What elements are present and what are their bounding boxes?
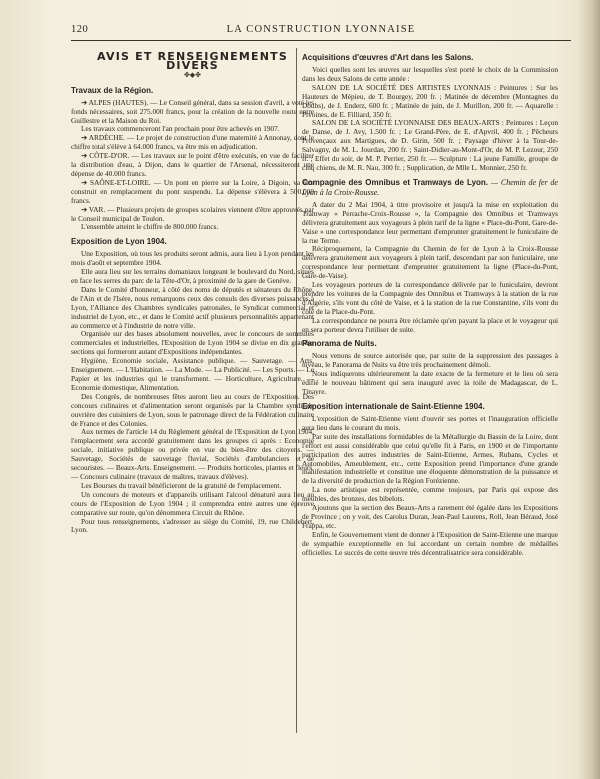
heading-omnibus-tramways <box>302 178 558 198</box>
paragraph: A dater du 2 Mai 1904, à titre provisoire et jusqu'à la mise en exploitation du Tramway « Perrache-Croix-Rousse », la Compagnie des Omnibus et Tramways délivrera gratuitement aux voyageurs à plein tarif de la ligne « Place-du-Pont, Gare-de-Vaise » une correspondance leur permettant d'emprunter gratuitement le funiculaire de la rue Terme. <box>302 199 558 245</box>
paragraph: Nous indiquerons ultérieurement la date exacte de la fermeture et le lieu où sera édifié le nouveau bâtiment qui sera inauguré avec la toile de Madagascar, de L. Tinayre. <box>302 369 558 397</box>
heading-panorama-nuits: Panorama de Nuits. <box>302 339 377 349</box>
paragraph: Ajoutons que la section des Beaux-Arts a rarement été égalée dans les Expositions de Province ; on y voit, des Carolus Duran, Jean-Paul Laurens, Roll, Jean Béraud, José Frappa, etc. <box>302 503 558 530</box>
paragraph: ➔ ALPES (HAUTES). — Le Conseil général, dans sa session d'avril, a voté les fonds nécessaires, soit 275.000 francs, pour la création de la nouvelle route entre Guillestre et la Maison du Roi. <box>71 97 314 125</box>
paragraph: Organisée sur des bases absolument nouvelles, avec le concours de sommités commerciales et industrielles, l'Exposition de Lyon 1904 se divise en dix grandes sections qui formeront autant d'Expositions indépendantes. <box>71 329 314 357</box>
heading-travaux-region: Travaux de la Région. <box>71 85 154 95</box>
paragraph: Réciproquement, la Compagnie du Chemin de fer de Lyon à la Croix-Rousse délivrera gratuitement aux voyageurs à plein tarif, descendant par son funiculaire, une correspondance leur permettant d'emprunter gratuitement la ligne (Place-du-Pont, Gare-de-Vaise). <box>302 244 558 281</box>
paragraph: Enfin, le Gouvernement vient de donner à l'Exposition de Saint-Etienne une marque de sympathie exceptionnelle en lui accordant un certain nombre de médailles officielles. Le succès de cette œuvre très décentralisatrice sera considérable. <box>302 529 558 557</box>
paragraph: Voici quelles sont les œuvres sur lesquelles s'est porté le choix de la Commission dans les deux Salons de cette année : <box>302 65 558 83</box>
paragraph: Par suite des installations formidables de la Métallurgie du Bassin de la Loire, dont l'effort est aussi considérable que celui qu'elle fit à Paris, en 1900 et de l'importante participation des autres industries de Saint-Etienne, Armes, Rubans, Cycles et Automobiles, Ameublement, etc., cette Exposition prend l'importance d'une grande manifestation industrielle et constitue une éloquente démonstration de la puissance et de la diversité de production de la Région Forézienne. <box>302 431 558 486</box>
paragraph: Pour tous renseignements, s'adresser au siège du Comité, 19, rue Childebert, Lyon. <box>71 516 314 535</box>
header-rule <box>71 40 571 41</box>
paragraph: Un concours de moteurs et d'appareils utilisant l'alcool dénaturé aura lieu au cours de l'Exposition de Lyon 1904 ; il comprendra entre autres une épreuve comparative sur route, qu'on dénommera Circuit du Rhône. <box>71 489 314 517</box>
paragraph: Des Congrès, de nombreuses fêtes auront lieu au cours de l'Exposition. Des concours culinaires et d'alimentation seront organisés par la Chambre syndicale ouvrière des cuisiniers de Lyon, sous le patronage direct de la Fédération culinaire de France et des Colonies. <box>71 391 314 428</box>
paragraph: Hygiène, Economie sociale, Assistance publique. — Sauvetage. — Arts, Enseignement. — L'Habitation. — La Mode. — La Publicité. — Les Sports. — Le Papier et les industries qui le transforment. — Horticulture, Agriculture. — Economie domestique, Alimentation. <box>71 356 314 392</box>
paragraph: ➔ SAÔNE-ET-LOIRE. — Un pont en pierre sur la Loire, à Digoin, va être construit en remplacement du pont suspendu. La dépense s'élèvera à 500.000 francs. <box>71 177 314 205</box>
page-number: 120 <box>71 24 89 35</box>
running-header <box>71 24 571 38</box>
paragraph: ➔ VAR. — Plusieurs projets de groupes scolaires viennent d'être approuvés par le Conseil municipal de Toulon. <box>71 204 314 223</box>
paragraph: SALON DE LA SOCIÉTÉ DES ARTISTES LYONNAIS : Peintures : Sur les Hauteurs de Mépieu, de T. Bourgey, 200 fr. ; Matinée de décembre (Montagnes du Doubs), de J. Enderz, 600 fr. ; Matinée de juin, de J. Murillon, 200 fr. — Aquarelle : Pivoines, de E. Filliard, 350 fr. <box>302 82 558 119</box>
paragraph: L'exposition de Saint-Etienne vient d'ouvrir ses portes et l'inauguration officielle aura lieu dans le courant du mois. <box>302 414 558 432</box>
heading-text: Compagnie des Omnibus et Tramways de Lyon. <box>302 177 489 187</box>
paragraph: ➔ ARDÈCHE. — Le projet de construction d'une maternité à Annonay, dont le chiffre total s'élève à 64.000 francs, va être mis en adjudication. <box>71 133 314 152</box>
paragraph: Elle aura lieu sur les terrains domaniaux longeant le boulevard du Nord, situés en face les serres du parc de la Tête-d'Or, à proximité de la gare de Genève. <box>71 267 314 286</box>
paragraph: Les Bourses du travail bénéficieront de la gratuité de l'emplacement. <box>81 480 282 490</box>
paragraph: SALON DE LA SOCIÉTÉ LYONNAISE DES BEAUX-ARTS : Peintures : Leçon de Danse, de J. Avy, 1.500 fr. ; Le Grand-Père, de E. d'Apvril, 400 fr. ; Pêcheurs Provençaux aux Martigues, de D. Girin, 500 fr. ; Paysage d'hiver à la Tour-de-Salvagny, de M. L. Jourdan, 200 fr. ; Saint-Didier-au-Mont-d'Or, de M. P. Lezour, 250 fr. ; Effet du soir, de M. P. Perrier, 250 fr. — Sculpture : La jeune Famille, groupe de cinq chiens, de M. R. Nau, 300 fr. ; Supplication, de Mlle L. Monnier, 250 fr. <box>302 118 558 172</box>
journal-title: LA CONSTRUCTION LYONNAISE <box>226 24 416 35</box>
heading-subtitle: — Chemin de fer de Lyon à la Croix-Rousse. <box>302 177 558 197</box>
heading-exposition-saint-etienne: Exposition internationale de Saint-Etienne 1904. <box>302 402 485 411</box>
paragraph: Une Exposition, où tous les produits seront admis, aura lieu à Lyon pendant les mois d'août et septembre 1904. <box>71 249 314 268</box>
heading-exposition-lyon: Exposition de Lyon 1904. <box>71 237 167 247</box>
paragraph: L'ensemble atteint le chiffre de 800.000 francs. <box>81 222 219 232</box>
title-ornament: ✤◆✤ <box>183 70 202 79</box>
paragraph: La note artistique est représentée, comme toujours, par Paris qui expose des meubles, des bronzes, des bibelots. <box>302 485 558 504</box>
paragraph: Les voyageurs porteurs de la correspondance délivrée par le funiculaire, devront prendre les voitures de la Compagnie des Omnibus et Tramways à la station de la rue d'Algérie, s'ils vont du côté de Vaise, et à la station de la rue Constantine, s'ils vont du côté de la Place-du-Pont. <box>302 280 558 316</box>
section-title: AVIS ET RENSEIGNEMENTS DIVERS <box>97 50 288 72</box>
heading-acquisitions: Acquisitions d'œuvres d'Art dans les Salons. <box>302 53 474 62</box>
paragraph: Les travaux commenceront l'an prochain pour être achevés en 1907. <box>81 124 280 134</box>
paragraph: La correspondance ne pourra être réclamée qu'en payant la place et le voyageur qui en sera porteur devra l'utiliser de suite. <box>302 315 558 334</box>
paragraph: Nous venons de source autorisée que, par suite de la suppression des passages à niveau, le Panorama de Nuits va être très prochainement démoli. <box>302 351 558 370</box>
paragraph: Aux termes de l'article 14 du Règlement général de l'Exposition de Lyon 1904, l'emplacement sera accordé gratuitement dans les groupes ci après : Economie sociale, initiative publique ou privée en vue du bien-être des citoyens. — Sauvetage, Sociétés de sauvetage fluvial, Sociétés d'ambulanciers et de secouristes. — Beaux-Arts. Enseignement. — Produits horticoles, plantes et fleurs. — Concours culinaire (travaux de maîtres, travaux d'élèves). <box>71 427 314 481</box>
paragraph: Dans le Comité d'honneur, à côté des noms de députés et sénateurs du Rhône, de l'Ain et de l'Isère, nous remarquons ceux des consuls des diverses puissances à Lyon, l'Alliance des Chambres syndicales patronales, le Syndicat commercial et industriel de Lyon, etc., et dans le Comité actif plusieurs personnalités appartenant au commerce et à l'industrie de notre ville. <box>71 284 314 330</box>
right-column <box>302 48 558 558</box>
left-column <box>71 48 314 535</box>
page-edge-shadow <box>578 0 600 779</box>
paragraph: ➔ CÔTE-D'OR. — Les travaux sur le point d'être exécutés, en vue de faciliter la distribution d'eau, à Dijon, dans le quartier de l'Arsenal, nécessiteront une dépense de 40.000 francs. <box>71 151 314 178</box>
